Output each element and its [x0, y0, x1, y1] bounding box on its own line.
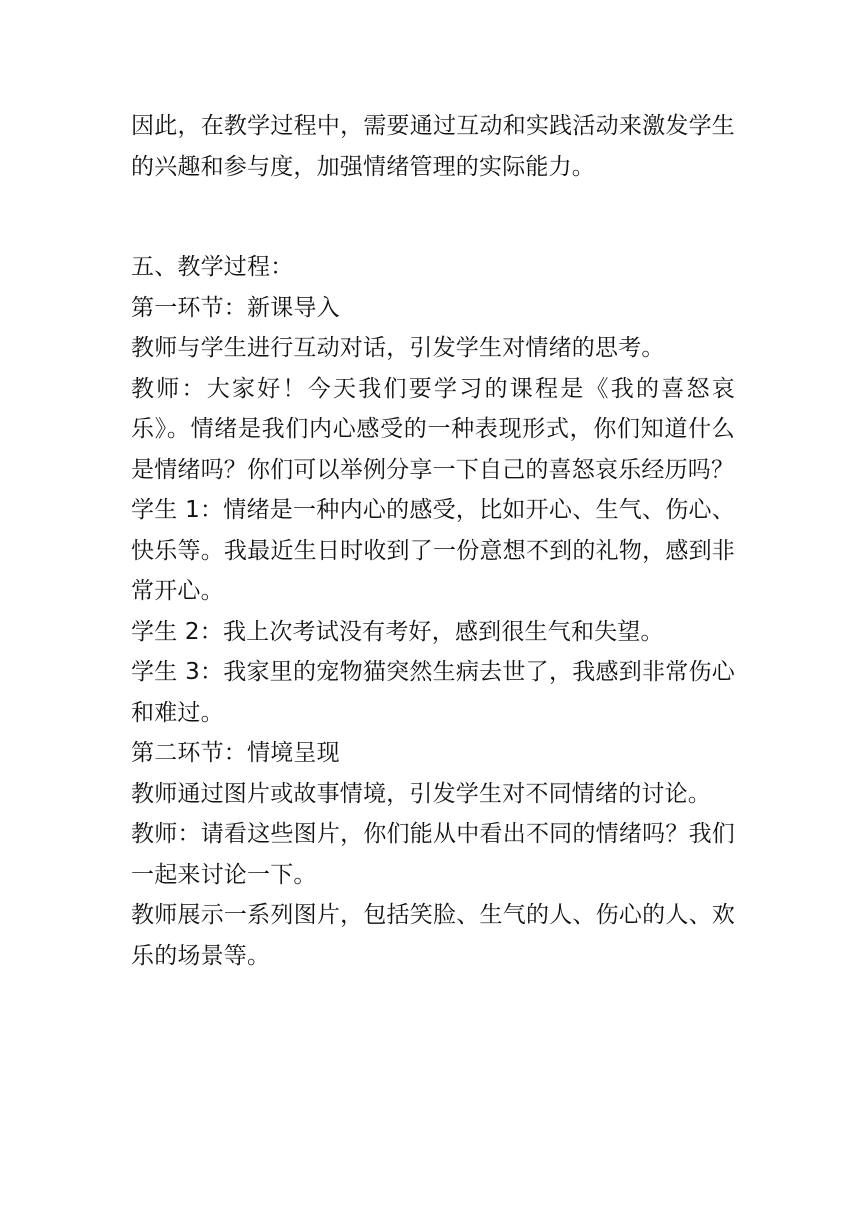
teacher-dialogue-2: 教师：请看这些图片，你们能从中看出不同的情绪吗？我们一起来讨论一下。 — [131, 821, 735, 888]
section-heading: 五、教学过程： — [131, 254, 294, 280]
student-1-dialogue: 学生 1：情绪是一种内心的感受，比如开心、生气、伤心、快乐等。我最近生日时收到了一份意想不到的礼物，感到非常开心。 — [131, 497, 735, 604]
student-2-dialogue: 学生 2：我上次考试没有考好，感到很生气和失望。 — [131, 618, 664, 645]
teacher-dialogue-1: 教师：大家好！今天我们要学习的课程是《我的喜怒哀乐》。情绪是我们内心感受的一种表现形式，你们知道什么是情绪吗？你们可以举例分享一下自己的喜怒哀乐经历吗？ — [131, 375, 735, 483]
document-body — [131, 106, 735, 976]
intro-paragraph: 因此，在教学过程中，需要通过互动和实践活动来激发学生的兴趣和参与度，加强情绪管理的实际能力。 — [131, 113, 735, 180]
step1-heading: 第一环节：新课导入 — [131, 294, 340, 321]
teacher-action: 教师展示一系列图片，包括笑脸、生气的人、伤心的人、欢乐的场景等。 — [131, 902, 735, 969]
step2-heading: 第二环节：情境呈现 — [131, 740, 340, 766]
step2-description: 教师通过图片或故事情境，引发学生对不同情绪的讨论。 — [131, 780, 711, 807]
step1-description: 教师与学生进行互动对话，引发学生对情绪的思考。 — [131, 335, 665, 361]
paragraph-gap — [131, 187, 735, 247]
student-3-dialogue: 学生 3：我家里的宠物猫突然生病去世了，我感到非常伤心和难过。 — [131, 659, 735, 726]
